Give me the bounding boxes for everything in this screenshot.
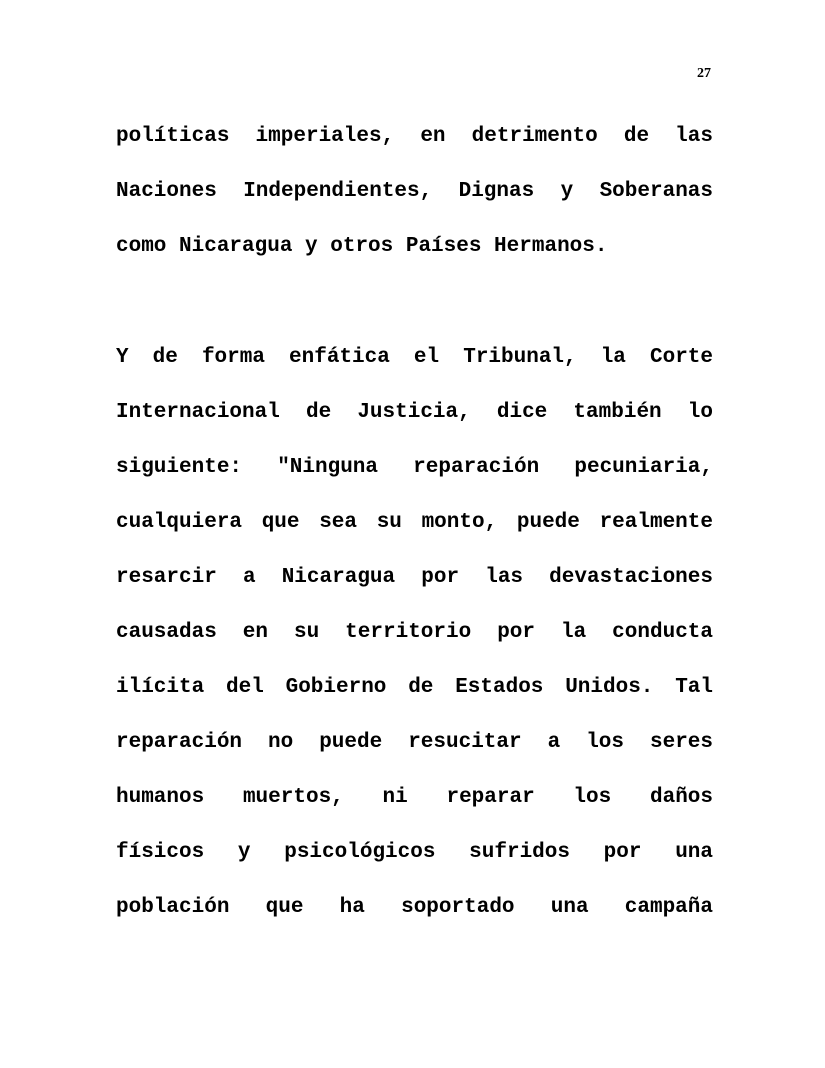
page-number: 27 xyxy=(697,66,711,81)
text-line: humanos muertos, ni reparar los daños xyxy=(116,786,713,809)
paragraph-1 xyxy=(116,109,713,274)
text-line: Naciones Independientes, Dignas y Soberanas xyxy=(116,180,713,203)
text-line: ilícita del Gobierno de Estados Unidos. Tal xyxy=(116,676,713,699)
text-line: causadas en su territorio por la conducta xyxy=(116,621,713,644)
text-line: reparación no puede resucitar a los seres xyxy=(116,731,713,754)
text-line: cualquiera que sea su monto, puede realmente xyxy=(116,511,713,534)
paragraph-2 xyxy=(116,330,713,935)
text-line: como Nicaragua y otros Países Hermanos. xyxy=(116,235,608,258)
text-line: siguiente: "Ninguna reparación pecuniaria, xyxy=(116,456,713,479)
text-line: políticas imperiales, en detrimento de las xyxy=(116,125,713,148)
text-line: Internacional de Justicia, dice también lo xyxy=(116,401,713,424)
text-line: población que ha soportado una campaña xyxy=(116,896,713,919)
text-line: Y de forma enfática el Tribunal, la Corte xyxy=(116,346,713,369)
text-line: físicos y psicológicos sufridos por una xyxy=(116,841,713,864)
text-line: resarcir a Nicaragua por las devastaciones xyxy=(116,566,713,589)
